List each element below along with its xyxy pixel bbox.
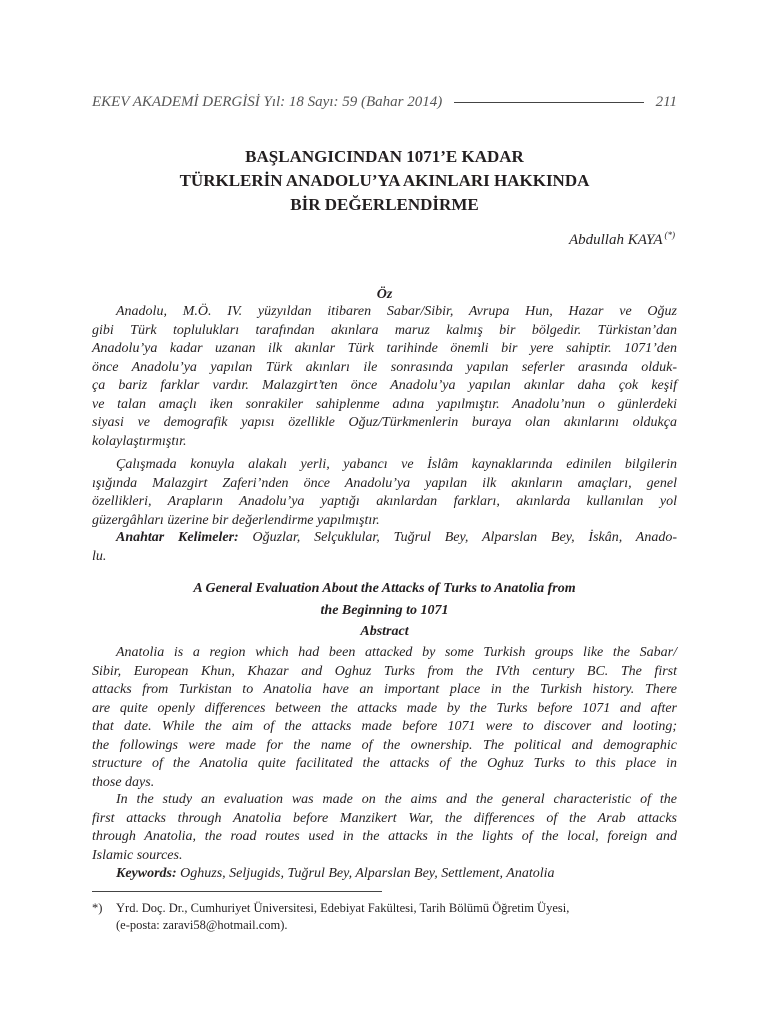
- title-line: TÜRKLERİN ANADOLU’YA AKINLARI HAKKINDA: [179, 171, 590, 190]
- abstract-keywords: [92, 865, 677, 884]
- paragraph-line: ışığında Malazgirt Zaferi’nden önce Anadolu’ya yapılan ilk akınların amaçları, genel: [92, 475, 677, 491]
- keywords-label: Anahtar Kelimeler:: [116, 530, 239, 545]
- footnote: [92, 900, 677, 934]
- footnote-line: (e-posta: zaravi58@hotmail.com).: [116, 918, 288, 932]
- journal-title: EKEV AKADEMİ DERGİSİ Yıl: 18 Sayı: 59 (Bahar 2014): [92, 93, 443, 110]
- paragraph-line: gibi Türk toplulukları tarafından akınlara maruz kalmış bir bölgedir. Türkistan’dan: [92, 322, 677, 338]
- paragraph-line: those days.: [92, 774, 155, 790]
- paragraph-line: structure of the Anatolia quite facilitated the attacks of the Oghuz Turks to this place in: [92, 756, 677, 771]
- footnote-mark: *): [92, 901, 103, 915]
- paragraph-line: Anatolia is a region which had been attacked by some Turkish groups like the Sabar/: [116, 645, 677, 660]
- keywords-line: [92, 865, 677, 884]
- keywords-text: Oghuzs, Seljugids, Tuğrul Bey, Alparslan Bey, Settlement, Anatolia: [176, 866, 555, 881]
- paragraph-line: güzergâhları üzerine bir değerlendirme yapılmıştır.: [92, 512, 380, 528]
- keywords-text: Oğuzlar, Selçuklular, Tuğrul Bey, Alparslan Bey, İskân, Anado-: [238, 530, 678, 545]
- paragraph-line: are quite openly differences between the attacks made by the Turks before 1071 and after: [92, 700, 677, 716]
- running-header: [92, 92, 677, 112]
- abstract-paragraph-1: [92, 644, 677, 792]
- article-title: [92, 145, 677, 217]
- paragraph-line: ça bariz farklar vardır. Malazgirt’ten önce Anadolu’ya yapılan akınlar daha çok keşif: [92, 378, 677, 393]
- paragraph-line: Anadolu, M.Ö. IV. yüzyıldan itibaren Sabar/Sibir, Avrupa Hun, Hazar ve Oğuz: [116, 304, 677, 319]
- keywords-label: Keywords:: [116, 866, 177, 881]
- page-number: 211: [655, 93, 677, 110]
- english-title-line: the Beginning to 1071: [320, 603, 449, 618]
- paragraph-line: the followings were made for the name of the ownership. The political and demographic: [92, 737, 677, 753]
- abstract-heading: Abstract: [360, 624, 409, 639]
- oz-keywords: [92, 529, 677, 566]
- paragraph-line: ve talan amaçlı iken sonrakiler sahiplenme adına yapılmıştır. Anadolu’nun o günlerdeki: [92, 396, 677, 412]
- keywords-line: [92, 529, 677, 548]
- author-note-mark: (*): [664, 230, 675, 240]
- paragraph-line: In the study an evaluation was made on the aims and the general characteristic of the: [116, 792, 677, 807]
- paragraph-line: first attacks through Anatolia before Manzikert War, the differences of the Arab attacks: [92, 810, 677, 826]
- paragraph-line: Anadolu’ya kadar uzanan ilk akınlar Türk tarihinde önemli bir yere sahiptir. 1071’den: [92, 341, 677, 356]
- paragraph-line: özellikleri, Arapların Anadolu’ya yaptığı akınlardan farkları, akınlarda kullanılan yol: [92, 494, 677, 509]
- paragraph-line: attacks from Turkistan to Anatolia have an important place in the Turkish history. There: [92, 682, 677, 697]
- abstract-paragraph-2: [92, 791, 677, 865]
- oz-heading: Öz: [376, 287, 393, 302]
- author-byline: [569, 230, 675, 249]
- paragraph-line: through Anatolia, the road routes used in the attacks in the lights of the local, foreign and: [92, 829, 677, 844]
- paragraph-line: that date. While the aim of the attacks made before 1071 were to discover and looting;: [92, 719, 677, 734]
- title-line: BAŞLANGICINDAN 1071’E KADAR: [245, 147, 524, 166]
- paragraph-line: önce Anadolu’ya yapılan Türk akınları ile sonrasında yapılan seferler arasında olduk-: [92, 359, 677, 375]
- footnote-rule: [92, 891, 382, 892]
- oz-paragraph-2: [92, 456, 677, 530]
- english-title-line: A General Evaluation About the Attacks of Turks to Anatolia from: [193, 581, 576, 596]
- paragraph-line: Çalışmada konuyla alakalı yerli, yabancı ve İslâm kaynaklarında edinilen bilgilerin: [116, 457, 677, 472]
- keywords-line: lu.: [92, 548, 107, 564]
- paragraph-line: Islamic sources.: [92, 847, 183, 863]
- header-rule: [454, 102, 643, 103]
- paragraph-line: Sibir, European Khun, Khazar and Oghuz Turks from the IVth century BC. The first: [92, 663, 677, 679]
- oz-paragraph-1: [92, 303, 677, 451]
- author-name: Abdullah KAYA: [568, 232, 663, 248]
- paragraph-line: siyasi ve demografik yapısı özellikle Oğuz/Türkmenlerin buraya olan akınlarını oldukça: [92, 415, 677, 430]
- footnote-line: Yrd. Doç. Dr., Cumhuriyet Üniversitesi, Edebiyat Fakültesi, Tarih Bölümü Öğretim Üyesi,: [116, 901, 570, 915]
- title-line: BİR DEĞERLENDİRME: [290, 195, 479, 214]
- paragraph-line: kolaylaştırmıştır.: [92, 433, 187, 449]
